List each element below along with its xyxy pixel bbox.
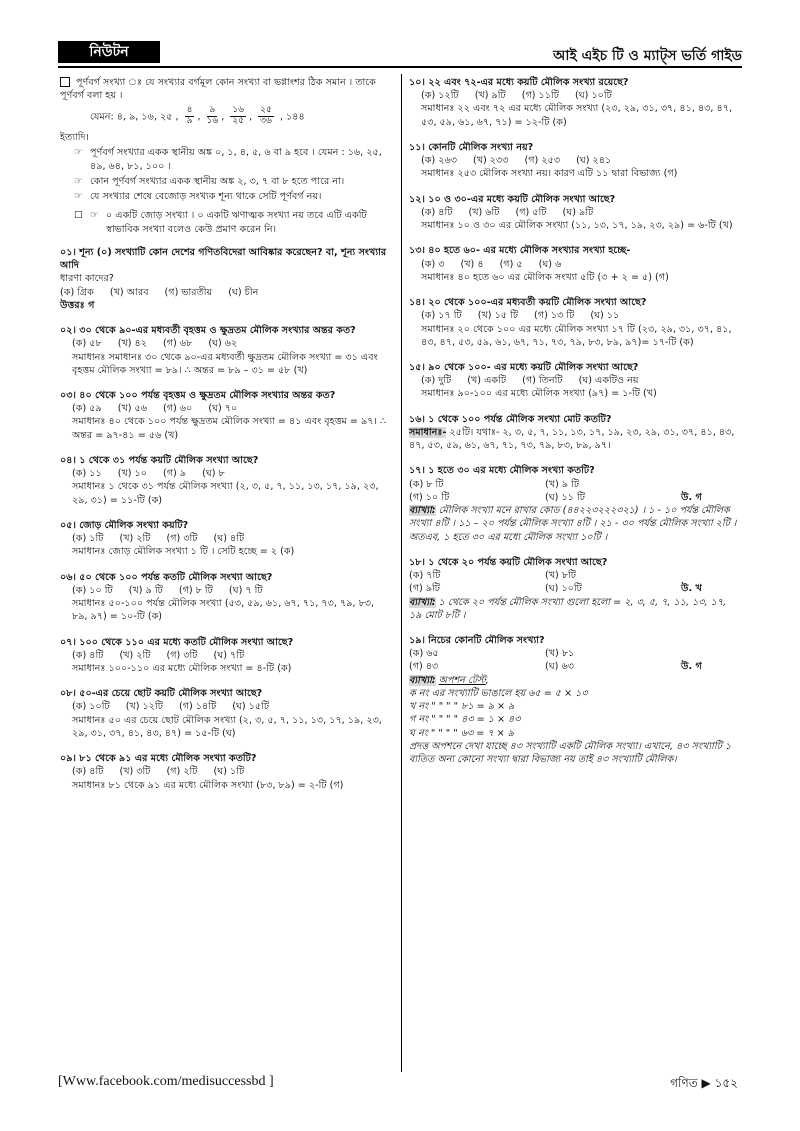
question: ০৮। ৫০-এর চেয়ে ছোট কয়টি মৌলিক সংখ্যা আছে? (ক) ১০টি (খ) ১২টি (গ) ১৪টি (ঘ) ১৫টি সমাধানঃ ৫০ এর চেয়ে ছোট মৌলিক সংখ্যা (২, ৩, ৫, ৭, ১১, ১৩, ১৭, ১৯, ২৩, ২৯, ৩১, ৩৭, ৪১, ৪৩, ৪৭) = ১৫-টি (ঘ) [60,688,382,739]
question: ০৩। ৪০ থেকে ১০০ পর্যন্ত বৃহত্তম ও ক্ষুদ্রতম মৌলিক সংখ্যার অন্তর কত? (ক) ৫৯ (খ) ৫৬ (গ) ৬০ (ঘ) ৭০ সমাধানঃ ৪০ থেকে ১০০ পর্যন্ত ক্ষুদ্রতম মৌলিক সংখ্যা = ৪১ এবং বৃহত্তম = ৯৭। ∴ অন্তর = ৯৭-৪১ = ৫৬ (খ) [60,390,387,441]
header-badge: নিউটন [58,41,160,63]
bullet-item: ☞ যে সংখ্যার শেষে বেজোড় সংখ্যক শূন্য থাকে সেটি পূর্ণবর্গ নয়। [74,191,322,203]
bullet-item: ☞ কোন পূর্ণবর্গ সংখ্যার একক স্থানীয় অঙ্ক ২, ৩, ৭ বা ৮ হতে পারে না। [74,175,345,187]
etc-text: ইত্যাদি। [60,132,89,144]
question: ১৬। ১ থেকে ১০০ পর্যন্ত মৌলিক সংখ্যা মোট কতটি? সমাধানঃ- ২৫টি। যথাঃ- ২, ৩, ৫, ৭, ১১, ১৩, ১৭, ১৯, ২৩, ২৯, ৩১, ৩৭, ৪১, ৪৩, ৪৭, ৫৩, ৫৯, ৬১, ৬৭, ৭১, ৭৩, ৭৯, ৮৩, ৮৯, ৯৭। [409,413,735,452]
question: ১৯। নিচের কোনটি মৌলিক সংখ্যা? (ক) ৬৫ (খ) ৮১ (গ) ৪৩ (ঘ) ৬৩ উ. গ ব্যাখ্যা: অপশন টেস্ট, ক নং এর সংখ্যাটি ভাঙালে হয় ৬৫ = ৫ × ১৩ খ নং " " " " ৮১ = ৯ × ৯ গ নং " " " " ৪৩ = ১ × ৪৩ ঘ নং " " " " ৬৩ = ৭ × ৯ প্রদত্ত অপশনে দেখা যাচ্ছে ৪৩ সংখ্যাটি একটি মৌলিক সংখ্যা। এখানে, ৪৩ সংখ্যাটি ১ ব্যতিত অন্য কোনো সংখ্যা দ্বারা বিভাজ্য নয় তাই ৪৩ সংখ্যাটি মৌলিক। [409,634,732,766]
question: ০৪। ১ থেকে ৩১ পর্যন্ত কয়টি মৌলিক সংখ্যা আছে? (ক) ১১ (খ) ১০ (গ) ৯ (ঘ) ৮ সমাধানঃ ১ থেকে ৩১ পর্যন্ত মৌলিক সংখ্যা (২, ৩, ৫, ৭, ১১, ১৩, ১৭, ১৯, ২৩, ২৯, ৩১) = ১১-টি (ক) [60,454,379,506]
question: ০২। ৩০ থেকে ৯০-এর মধ্যবর্তী বৃহত্তম ও ক্ষুদ্রতম মৌলিক সংখ্যার অন্তর কত? (ক) ৫৮ (খ) ৪২ (গ) ৬৮ (ঘ) ৬২ সমাধানঃ সমাধানঃ ৩০ থেকে ৯০-এর মধ্যবর্তী ক্ষুদ্রতম মৌলিক সংখ্যা = ৩১ এবং বৃহত্তম মৌলিক সংখ্যা = ৮৯। ∴ অন্তর = ৮৯ – ৩১ = ৫৮ (খ) [60,325,378,376]
question: ০৫। জোড় মৌলিক সংখ্যা কয়টি? (ক) ১টি (খ) ২টি (গ) ৩টি (ঘ) ৪টি সমাধানঃ জোড় মৌলিক সংখ্যা ১ টি । সেটি হচ্ছে = ২ (ক) [60,519,295,558]
fraction: $\frac{১৬}{২৫}$ [232,105,245,127]
pointing-hand-icon: ☞ [74,175,83,187]
question: ১০। ২২ এবং ৭২-এর মধ্যে কয়টি মৌলিক সংখ্যা রয়েছে? (ক) ১২টি (খ) ৯টি (গ) ১১টি (ঘ) ১০টি সমাধানঃ ২২ এবং ৭২ এর মধ্যে মৌলিক সংখ্যা (২৩, ২৯, ৩১, ৩৭, ৪১, ৪৩, ৪৭, ৫৩, ৫৯, ৬১, ৬৭, ৭১) = ১২-টি (ক) [409,77,733,128]
footer-link[interactable]: [Www.facebook.com/medisuccessbd ] [58,1074,274,1089]
question: ০৬। ৫০ থেকে ১০০ পর্যন্ত কতটি মৌলিক সংখ্যা আছে? (ক) ১০ টি (খ) ৯ টি (গ) ৮ টি (ঘ) ৭ টি সমাধানঃ ৫০-১০০ পর্যন্ত মৌলিক সংখ্যা (৫৩, ৫৯, ৬১, ৬৭, ৭১, ৭৩, ৭৯, ৮৩, ৮৯, ৯৭) = ১০-টি (ক) [60,571,375,623]
question: ১৮। ১ থেকে ২০ পর্যন্ত কয়টি মৌলিক সংখ্যা আছে? (ক) ৭টি (খ) ৮টি (গ) ৯টি (ঘ) ১০টি উ. খ ব্যাখ্যা: ১ থেকে ২০ পর্যন্ত মৌলিক সংখ্যা গুলো হলো = ২, ৩, ৫, ৭, ১১, ১৩, ১৭, ১৯ মোট ৮টি । [409,556,727,621]
question: ০৭। ১০০ থেকে ১১০ এর মধ্যে কতটি মৌলিক সংখ্যা আছে? (ক) ৪টি (খ) ২টি (গ) ৩টি (ঘ) ৭টি সমাধানঃ ১০০-১১০ এর মধ্যে মৌলিক সংখ্যা = ৪-টি (ক) [60,636,294,674]
question: ১৪। ২০ থেকে ১০০-এর মধ্যবর্তী কয়টি মৌলিক সংখ্যা আছে? (ক) ১৭ টি (খ) ১৫ টি (গ) ১৩ টি (ঘ) ১১ সমাধানঃ ২০ থেকে ১০০ এর মধ্যে মৌলিক সংখ্যা ১৭ টি (২৩, ২৯, ৩১, ৩৭, ৪১, ৪৩, ৪৭, ৫৩, ৫৯, ৬১, ৬৭, ৭১, ৭৩, ৭৯, ৮৩, ৮৯, ৯৭)= ১৭-টি (ক) [409,297,732,348]
intro-section [60,76,392,236]
definition: পূর্ণবর্গ সংখ্যা ঃ যে সংখ্যার বর্গমূল কোন সংখ্যা বা ভগ্নাংশর ঠিক সমান । তাকে পূর্ণবর্গ বলা হয় । [60,77,376,102]
fraction: $\frac{২৫}{৩৬}$ [260,105,272,127]
right-column [409,76,741,778]
question: ১২। ১০ ও ৩০-এর মধ্যে কয়টি মৌলিক সংখ্যা আছে? (ক) ৪টি (খ) ৬টি (গ) ৫টি (ঘ) ৯টি সমাধানঃ ১০ ও ৩০ এর মৌলিক সংখ্যা (১১, ১৩, ১৭, ১৯, ২৩, ২৯) = ৬-টি (খ) [409,193,733,232]
question: ১১। কোনটি মৌলিক সংখ্যা নয়? (ক) ২৬৩ (খ) ২৩৩ (গ) ২৫৩ (ঘ) ২৪১ সমাধানঃ ২৫৩ মৌলিক সংখ্যা নয়। কারণ এটি ১১ দ্বারা বিভাজ্য (গ) [409,141,678,180]
pointing-hand-icon: ☞ [74,191,83,203]
arrow-right-icon: ▶ [701,1076,711,1090]
question: ১৩। ৪০ হতে ৬০- এর মধ্যে মৌলিক সংখ্যার সংখ্যা হচ্ছে- (ক) ৩ (খ) ৪ (গ) ৫ (ঘ) ৬ সমাধানঃ ৪০ হতে ৬০ এর মৌলিক সংখ্যা ৫টি (৩ + ২ = ৫) (গ) [409,245,669,283]
fraction: $\frac{৯}{১৬}$ [206,105,219,127]
checkbox-icon: ☐ [74,210,83,222]
header-rule [58,66,742,68]
header-title: আই এইচ টি ও ম্যাট্স ভর্তি গাইড [553,48,742,64]
question: ০১। শূন্য (০) সংখ্যাটি কোন দেশের গণিতবিদেরা আবিষ্কার করেছেন? বা, শূন্য সংখ্যার আদি ধারণা কাদের? (ক) গ্রিক (খ) আরব (গ) ভারতীয় (ঘ) চীন উত্তরঃ গ [60,246,387,311]
question: ০৯। ৮১ থেকে ৯১ এর মধ্যে মৌলিক সংখ্যা কতটি? (ক) ৪টি (খ) ৩টি (গ) ২টি (ঘ) ১টি সমাধানঃ ৮১ থেকে ৯১ এর মধ্যে মৌলিক সংখ্যা (৮৩, ৮৯) = ২-টি (গ) [60,753,344,791]
question: ১৫। ৯০ থেকে ১০০- এর মধ্যে কয়টি মৌলিক সংখ্যা আছে? (ক) দুটি (খ) একটি (গ) তিনটি (ঘ) একটিও নয় সমাধানঃ ৯০-১০০ এর মধ্যে মৌলিক সংখ্যা (৯৭) = ১-টি (খ) [409,361,657,400]
footer-page: গণিত ▶ ১৫২ [670,1076,738,1090]
pointing-hand-icon: ☞ [90,210,99,222]
pointing-hand-icon: ☞ [74,147,83,159]
question: ১৭। ১ হতে ৩০ এর মধ্যে মৌলিক সংখ্যা কতটি? (ক) ৮ টি (খ) ৯ টি (গ) ১০ টি (ঘ) ১১ টি উ. গ ব্যাখ্যা: মৌলিক সংখ্যা মনে রাখার কোড (৪৪২২৩২২২৩২১) । ১ - ১০ পর্যন্ত মৌলিক সংখ্যা ৪টি । ১১ – ২০ পর্যন্ত মৌলিক সংখ্যা ৪টি । ২১ - ৩০ পর্যন্ত মৌলিক সংখ্যা ২টি । অতএব, ১ হতে ৩০ এর মধ্যে মৌলিক সংখ্যা ১০টি । [409,465,737,543]
note-item: ☐ ☞ ০ একটি জোড় সংখ্যা । ০ একটি ঋণাত্মক সংখ্যা নয় তবে এটি একটি স্বাভাবিক সংখ্যা বলেও কেউ প্রমাণ করেন নি। [74,210,367,235]
fraction: $\frac{৪}{৯}$ [186,105,193,127]
column-divider [401,74,402,1072]
left-column [60,76,392,804]
checkbox-icon [60,77,70,87]
example-line: যেমন: ৪, ৯, ১৬, ২৫ , $\frac{৪}{৯}$ , $\frac{৯}{১৬}$ , $\frac{১৬}{২৫}$ , $\frac{২৫}{৩৬}$ , ১৪৪ [90,105,305,127]
bullet-item: ☞ পূর্ণবর্গ সংখ্যার একক স্থানীয় অঙ্ক ০, ১, ৪, ৫, ৬ বা ৯ হবে । যেমন : ১৬, ২৫, ৪৯, ৬৪, ৮১, ১০০ । [74,147,382,172]
